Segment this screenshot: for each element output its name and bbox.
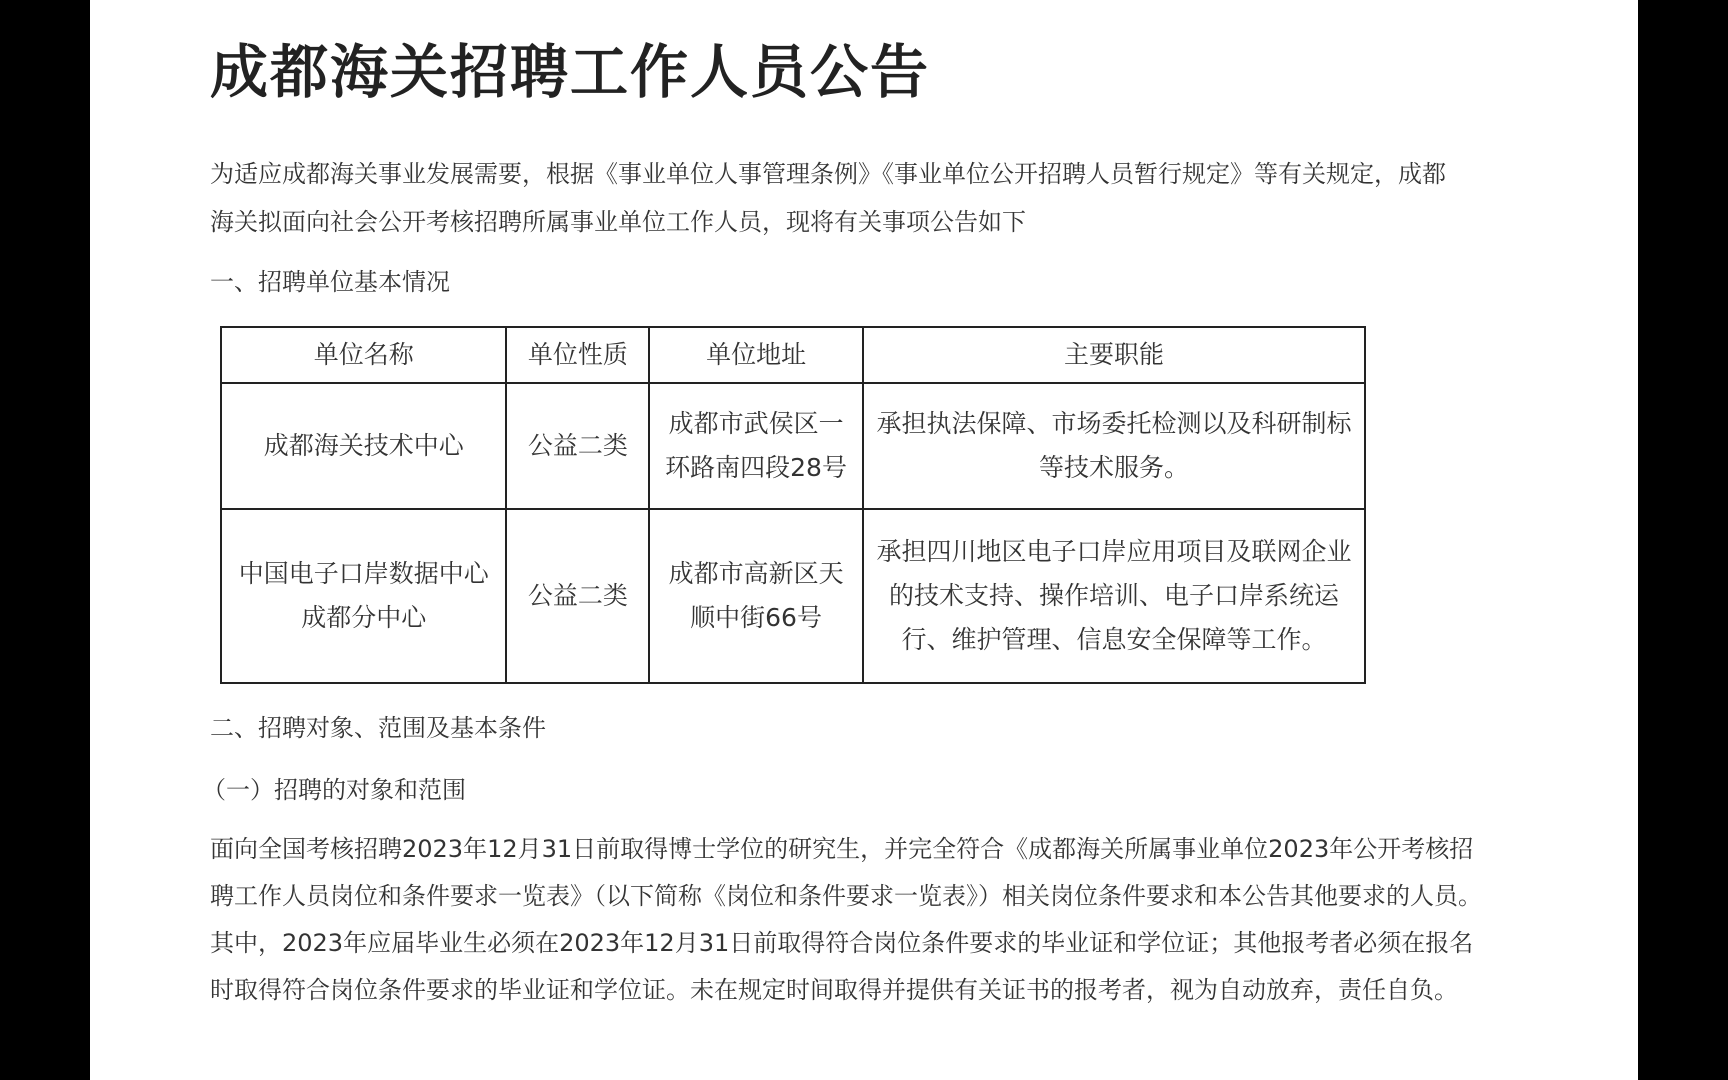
subsection-heading: （一）招聘的对象和范围 xyxy=(202,776,466,804)
table-cell: 成都海关技术中心 xyxy=(221,383,506,509)
table-header-row xyxy=(221,327,1365,383)
table-header-cell: 单位性质 xyxy=(506,327,649,383)
table-cell: 成都市武侯区一环路南四段28号 xyxy=(649,383,863,509)
units-table xyxy=(220,326,1366,684)
table-header-cell: 单位地址 xyxy=(649,327,863,383)
page-title: 成都海关招聘工作人员公告 xyxy=(210,38,931,106)
table-row xyxy=(221,509,1365,683)
table-cell: 成都市高新区天顺中街66号 xyxy=(649,509,863,683)
section-heading-2: 二、招聘对象、范围及基本条件 xyxy=(210,714,546,742)
document-page xyxy=(90,0,1638,1080)
section-heading-1: 一、招聘单位基本情况 xyxy=(210,268,450,296)
table-row xyxy=(221,383,1365,509)
table-cell: 中国电子口岸数据中心成都分中心 xyxy=(221,509,506,683)
table-cell: 承担四川地区电子口岸应用项目及联网企业的技术支持、操作培训、电子口岸系统运行、维护管理、信息安全保障等工作。 xyxy=(863,509,1365,683)
table-header-cell: 单位名称 xyxy=(221,327,506,383)
table-cell: 公益二类 xyxy=(506,509,649,683)
intro-paragraph: 为适应成都海关事业发展需要，根据《事业单位人事管理条例》《事业单位公开招聘人员暂行规定》等有关规定，成都海关拟面向社会公开考核招聘所属事业单位工作人员，现将有关事项公告如下 xyxy=(210,160,1446,236)
table-cell: 公益二类 xyxy=(506,383,649,509)
body-paragraph: 面向全国考核招聘2023年12月31日前取得博士学位的研究生，并完全符合《成都海关所属事业单位2023年公开考核招聘工作人员岗位和条件要求一览表》（以下简称《岗位和条件要求一览表》）相关岗位条件要求和本公告其他要求的人员。其中，2023年应届毕业生必须在2023年12月31日前取得符合岗位条件要求的毕业证和学位证；其他报考者必须在报名时取得符合岗位条件要求的毕业证和学位证。未在规定时间取得并提供有关证书的报考者，视为自动放弃，责任自负。 xyxy=(210,835,1482,1004)
table-cell: 承担执法保障、市场委托检测以及科研制标等技术服务。 xyxy=(863,383,1365,509)
table-header-cell: 主要职能 xyxy=(863,327,1365,383)
